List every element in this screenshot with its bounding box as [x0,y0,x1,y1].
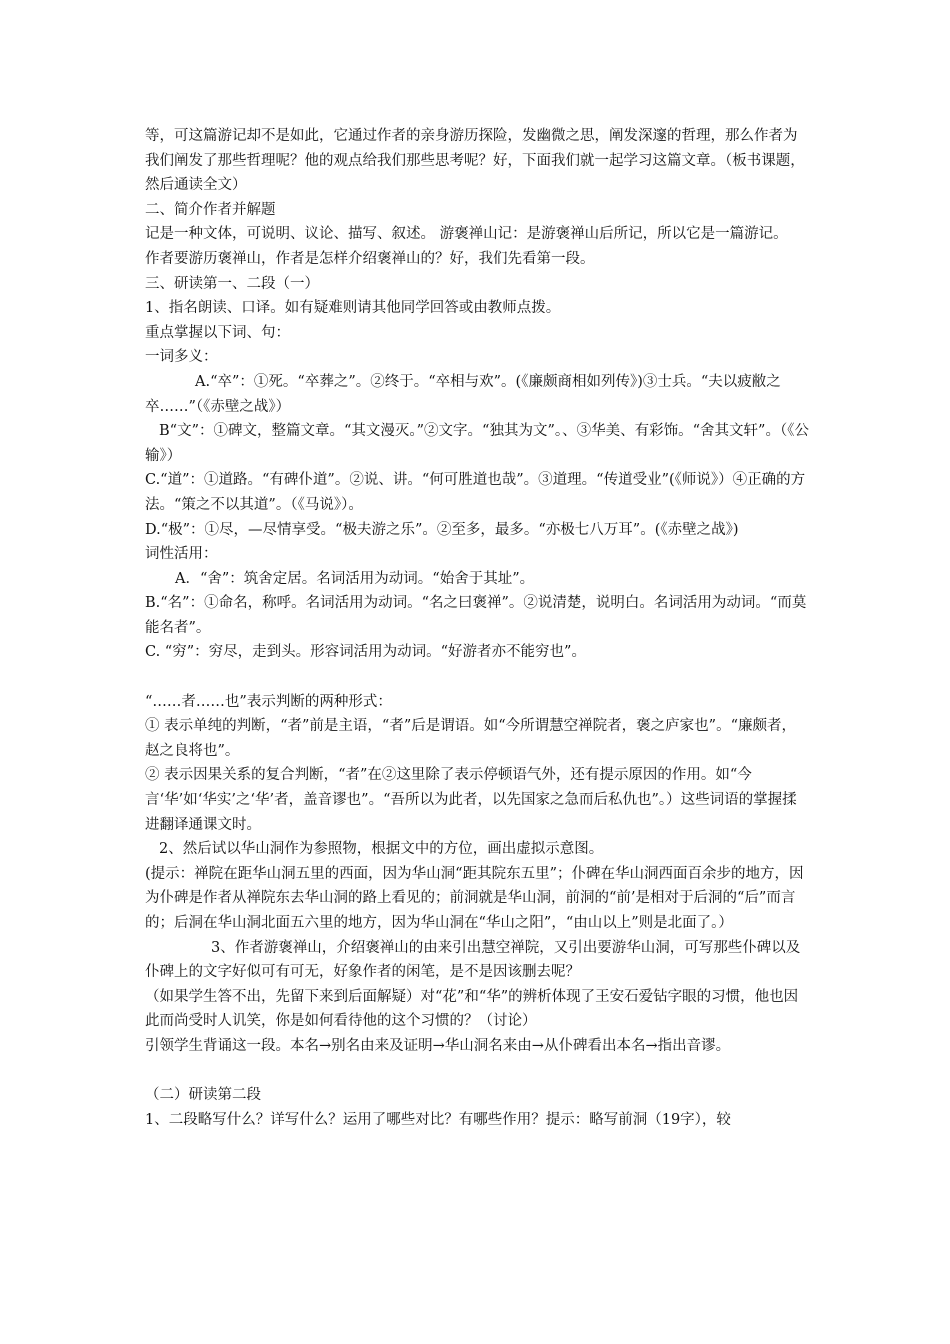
subheading-polysemy: 一词多义： [145,349,218,366]
section-heading-study: 三、研读第一、二段（一） [145,275,319,292]
intro-paragraph: 等，可这篇游记却不是如此，它通过作者的亲身游历探险，发幽微之思，阐发深邃的哲理，那么作者为我们阐发了那些哲理呢？他的观点给我们那些思考呢？好，下面我们就一起学习这篇文章。（板书课题，然后通读全文） [145,128,805,194]
document-page [145,124,810,1132]
paragraph-genre: 记是一种文体，可说明、议论、描写、叙述。 游褒禅山记：是游褒禅山后所记，所以它是一篇游记。 作者要游历褒禅山，作者是怎样介绍褒禅山的？好，我们先看第一段。 [145,226,797,267]
paragraph-key-words: 重点掌握以下词、句： [145,324,290,341]
blank-line [145,665,810,690]
paragraph-hint: (提示：禅院在距华山洞五里的西面，因为华山洞“距其院东五里”；仆碑在华山洞西面百余步的地方，因为仆碑是作者从禅院东去华山洞的路上看见的；前洞就是华山洞，前洞的“前’是相对于后洞的“后”而言的；后洞在华山洞北面五六里的地方，因为华山洞在“华山之阳”，“由山以上”则是北面了。） [145,865,804,931]
blank-line [145,1059,810,1084]
word-class-item-b: B.“名”：①命名，称呼。名词活用为动词。“名之曰褒禅”。②说清楚，说明白。名词活用为动词。“而莫能名者”。 [145,595,807,636]
word-class-item-a: A．“舍”：筑舍定居。名词活用为动词。“始舍于其址”。 [175,570,535,587]
paragraph-recite: 引领学生背诵这一段。本名→别名由来及证明→华山洞名来由→从仆碑看出本名→指出音谬。 [145,1037,731,1054]
polysemy-item-d: D.“极”：①尽，—尽情享受。“极夫游之乐”。②至多，最多。“亦极七八万耳”。(《赤壁之战》) [145,521,739,538]
polysemy-item-a: A.“卒”：①死。“卒葬之”。②终于。“卒相与欢”。(《廉颇商相如列传》)③士兵。“夫以疲敝之卒……”（《赤壁之战》） [145,373,781,415]
paragraph-reading: 1、指名朗读、口译。如有疑难则请其他同学回答或由教师点拨。 [145,300,561,317]
subheading-judgment: “……者……也”表示判断的两种形式： [145,693,392,710]
polysemy-item-b: B“文”：①碑文，整篇文章。“其文漫灭。”②文字。“独其为文”。、③华美、有彩饰。“舍其文轩”。（《公输》） [145,423,809,464]
paragraph-step-2: 2、然后试以华山洞作为参照物，根据文中的方位，画出虚拟示意图。 [159,841,604,858]
paragraph-second-q1: 1、二段略写什么？详写什么？运用了哪些对比？有哪些作用？提示：略写前洞（19字），较 [145,1111,731,1128]
word-class-item-c: C. “穷”：穷尽，走到头。形容词活用为动词。“好游者亦不能穷也”。 [145,644,586,661]
judgment-item-1: ① 表示单纯的判断，“者”前是主语，“者”后是谓语。如“今所谓慧空禅院者，褒之庐家也”。“廉颇者，赵之良将也”。 [145,718,796,759]
section-heading-author: 二、简介作者并解题 [145,201,276,218]
judgment-item-2: ② 表示因果关系的复合判断，“者”在②这里除了表示停顿语气外，还有提示原因的作用。如“今言‘华’如‘华实’之‘华’者，盖音谬也”。“吾所以为此者，以先国家之急而后私仇也”。）这些词语的掌握揉进翻译通课文时。 [145,767,797,833]
polysemy-item-c: C.“道”：①道路。“有碑仆道”。②说、讲。“何可胜道也哉”。③道理。“传道受业”(《师说》）④正确的方法。“策之不以其道”。（《马说》）。 [145,472,806,513]
paragraph-step-3: 3、作者游褒禅山，介绍褒禅山的由来引出慧空禅院，又引出要游华山洞，可写那些仆碑以及仆碑上的文字好似可有可无，好象作者的闲笔，是不是因该删去呢？ [145,939,801,981]
paragraph-discussion: （如果学生答不出，先留下来到后面解疑）对“花”和“华”的辨析体现了王安石爱钻字眼的习惯，他也因此而尚受时人讥笑，你是如何看待他的这个习惯的？（讨论） [145,988,799,1030]
section-heading-second: （二）研读第二段 [145,1087,261,1104]
subheading-word-class: 词性活用： [145,546,218,563]
